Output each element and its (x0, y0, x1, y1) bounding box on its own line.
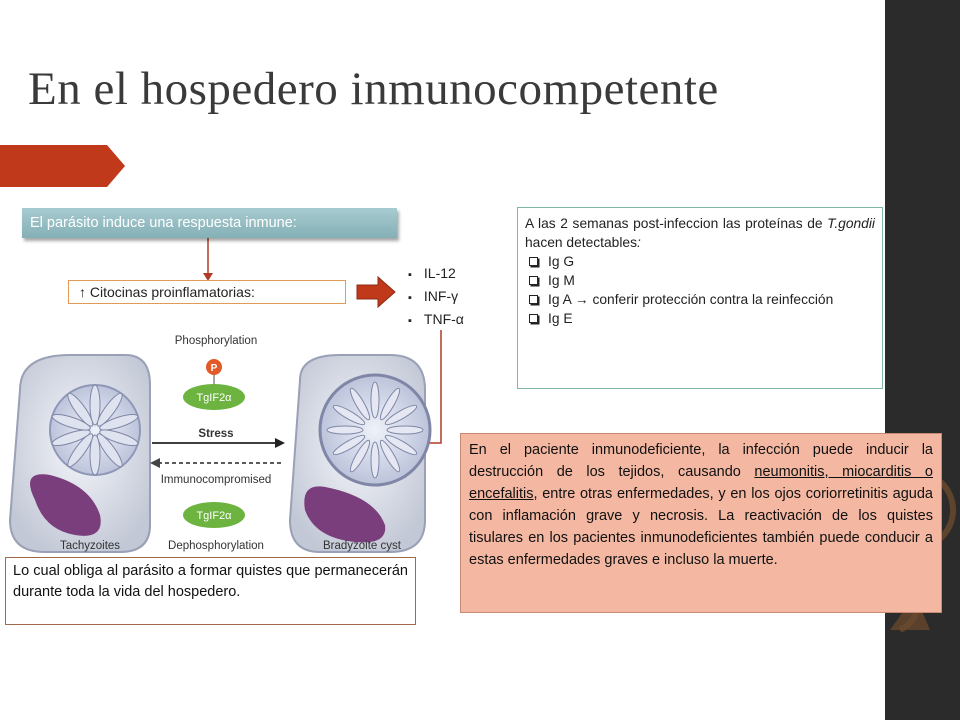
bradyzoite-cyst-cell (290, 355, 430, 552)
immunocompromised-label: Immunocompromised (160, 474, 272, 486)
immunodeficient-info-box: En el paciente inmunodeficiente, la infección puede inducir la destrucción de los tejidos, causando neumonitis, miocarditis o encefalitis, entre otras enfermedades, y en los ojos coriorretinitis aguda con inflamación grave y necrosis. La reactivación de los quistes tisulares en los pacientes inmunodeficientes también puede conducir a estas enfermedades graves e incluso la muerte. (460, 433, 942, 613)
antibody-info-box (517, 207, 883, 389)
list-item: Ig G (525, 252, 875, 271)
disease-list: neumonitis, miocarditis o encefalitis (469, 464, 933, 502)
list-item: Ig M (525, 271, 875, 290)
cyst-note-box: Lo cual obliga al parásito a formar quistes que permanecerán durante toda la vida del hospedero. (5, 557, 416, 625)
slide-title: En el hospedero inmunocompetente (28, 63, 719, 115)
antibody-intro: A las 2 semanas post-infeccion las proteínas de T.gondii hacen detectables: (525, 216, 875, 250)
tachyzoites-label: Tachyzoites (59, 540, 121, 552)
immune-response-header: El parásito induce una respuesta inmune: (22, 208, 397, 238)
list-item: Ig A → conferir protección contra la reinfección (525, 290, 875, 309)
list-item: ▪ IL-12 (408, 263, 464, 286)
enzyme-top-label: TgIF2α (196, 392, 232, 404)
antibody-list (525, 252, 875, 328)
toxoplasma-stage-diagram (0, 320, 460, 560)
cytokines-label: ↑ Citocinas proinflamatorias: (68, 280, 346, 304)
phosphate-marker-label: P (210, 363, 218, 374)
enzyme-bottom-label: TgIF2α (196, 510, 232, 522)
tachyzoite-cell (10, 355, 150, 552)
phosphorylation-label: Phosphorylation (174, 335, 258, 347)
stress-label: Stress (198, 428, 234, 440)
dephosphorylation-label: Dephosphorylation (168, 540, 264, 552)
list-item: Ig E (525, 309, 875, 328)
bradyzoite-cyst-label: Bradyzoite cyst (323, 540, 401, 552)
list-item: ▪ INF-γ (408, 286, 464, 309)
list-item: ▪ TNF-α (408, 309, 464, 332)
